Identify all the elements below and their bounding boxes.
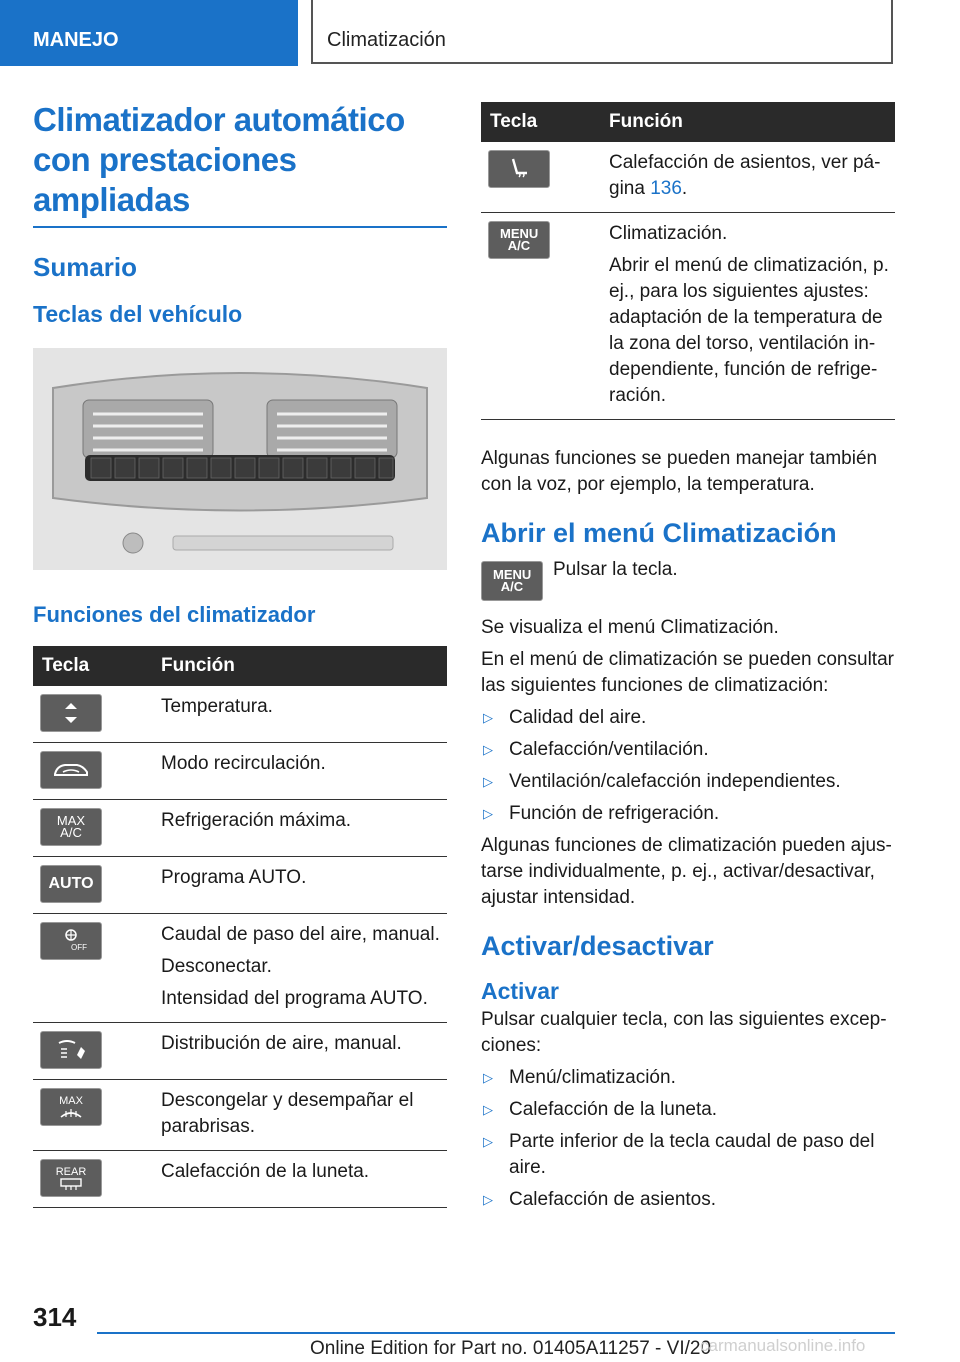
right-column xyxy=(481,102,895,1219)
control-panel-photo xyxy=(33,348,447,570)
col-header-key: Tecla xyxy=(481,102,609,142)
footer-rule xyxy=(97,1332,895,1334)
function-text: Programa AUTO. xyxy=(161,867,307,888)
chapter-label: Climatización xyxy=(327,29,446,51)
bullet-triangle-icon: ▷ xyxy=(483,774,493,789)
bullet-triangle-icon: ▷ xyxy=(483,1070,493,1085)
function-text-part: Calefacción de asientos, ver pá-gina xyxy=(609,152,881,199)
section-label: MANEJO xyxy=(33,29,119,51)
abrir-paragraph-3: Algunas funciones de climatización pueden ajus-tarse individualmente, p. ej., activar/desactivar, ajustar intensidad. xyxy=(481,835,892,908)
page-title: Climatizador automático con prestaciones ampliadas xyxy=(33,101,405,218)
function-text: Desconectar. xyxy=(161,956,272,977)
table-row xyxy=(33,914,447,1023)
abrir-heading: Abrir el menú Climatización xyxy=(481,518,837,548)
watermark: carmanualsonline.info xyxy=(700,1336,866,1355)
activar-desactivar-heading: Activar/desactivar xyxy=(481,931,714,961)
abrir-paragraph-2: En el menú de climatización se pueden consultar las siguientes funciones de climatización: xyxy=(481,649,894,696)
function-text-part: . xyxy=(681,178,688,199)
function-text: Temperatura. xyxy=(161,696,273,717)
abrir-list xyxy=(481,705,895,827)
list-item xyxy=(481,737,895,763)
bullet-triangle-icon: ▷ xyxy=(483,710,493,725)
list-item-text: Calidad del aire. xyxy=(509,707,647,728)
title-rule xyxy=(33,226,447,228)
table-row xyxy=(481,142,895,213)
table-row xyxy=(33,1151,447,1208)
air-distribution-icon xyxy=(40,1031,102,1069)
key-label: MENU A/C xyxy=(493,567,532,594)
abrir-key-row xyxy=(481,561,895,605)
activar-list xyxy=(481,1065,895,1213)
key-label: MENU A/C xyxy=(500,226,539,253)
press-key-text: Pulsar la tecla. xyxy=(553,559,678,580)
list-item-text: Parte inferior de la tecla caudal de paso del aire. xyxy=(509,1131,875,1178)
rear-defrost-icon xyxy=(40,1159,102,1197)
col-header-function: Función xyxy=(161,646,447,686)
list-item xyxy=(481,801,895,827)
activar-paragraph: Pulsar cualquier tecla, con las siguientes excep-ciones: xyxy=(481,1009,887,1056)
function-text: Intensidad del programa AUTO. xyxy=(161,988,428,1009)
col-header-key: Tecla xyxy=(33,646,161,686)
list-item xyxy=(481,705,895,731)
bullet-triangle-icon: ▷ xyxy=(483,806,493,821)
functions-table-left xyxy=(33,646,447,1208)
recirculation-car-icon xyxy=(40,751,102,789)
table-row xyxy=(33,686,447,743)
menu-ac-key-icon xyxy=(488,221,550,259)
list-item-text: Menú/climatización. xyxy=(509,1067,676,1088)
sumario-heading: Sumario xyxy=(33,252,138,282)
key-label: MAX A/C xyxy=(56,813,86,840)
section-tab xyxy=(0,0,298,66)
page-link-136[interactable]: 136 xyxy=(650,178,682,199)
activar-heading: Activar xyxy=(481,978,559,1004)
list-item xyxy=(481,1097,895,1123)
page-number: 314 xyxy=(33,1302,77,1332)
list-item xyxy=(481,1129,895,1181)
function-text: Caudal de paso del aire, manual. xyxy=(161,924,440,945)
list-item-text: Calefacción/ventilación. xyxy=(509,739,709,760)
list-item xyxy=(481,1065,895,1091)
key-label: OFF xyxy=(71,943,87,952)
abrir-paragraph-1: Se visualiza el menú Climatización. xyxy=(481,617,779,638)
bullet-triangle-icon: ▷ xyxy=(483,1192,493,1207)
list-item-text: Calefacción de la luneta. xyxy=(509,1099,718,1120)
key-label: REAR xyxy=(55,1166,87,1178)
teclas-heading: Teclas del vehículo xyxy=(33,301,243,327)
function-text: Abrir el menú de climatización, p. ej., para los siguientes ajustes: adaptación de la temperatura de la zona del torso, ventilación in-dependiente, función de refrige-ración. xyxy=(609,255,889,406)
function-text: Descongelar y desempañar el parabrisas. xyxy=(161,1090,414,1137)
max-defrost-icon xyxy=(40,1088,102,1126)
table-row xyxy=(33,1023,447,1080)
list-item-text: Función de refrigeración. xyxy=(509,803,720,824)
function-text: Refrigeración máxima. xyxy=(161,810,352,831)
function-text: Modo recirculación. xyxy=(161,753,326,774)
menu-ac-key-icon xyxy=(481,561,543,601)
function-text: Calefacción de la luneta. xyxy=(161,1161,370,1182)
functions-table-right xyxy=(481,102,895,420)
table-row xyxy=(33,743,447,800)
fan-off-icon xyxy=(40,922,102,960)
left-column xyxy=(33,100,447,1208)
list-item xyxy=(481,769,895,795)
footer-edition: Online Edition for Part no. 01405A11257 - VI/20 xyxy=(310,1338,712,1359)
col-header-function: Función xyxy=(609,102,895,142)
table-row xyxy=(481,213,895,420)
function-text xyxy=(609,150,895,202)
table-row xyxy=(33,1080,447,1151)
max-ac-key-icon xyxy=(40,808,102,846)
function-text: Climatización. xyxy=(609,223,728,244)
bullet-triangle-icon: ▷ xyxy=(483,1102,493,1117)
table-row xyxy=(33,857,447,914)
key-label: AUTO xyxy=(48,875,94,892)
functions-heading: Funciones del climatizador xyxy=(33,602,316,627)
temperature-arrows-icon xyxy=(40,694,102,732)
voice-note: Algunas funciones se pueden manejar también con la voz, por ejemplo, la temperatura. xyxy=(481,448,878,495)
list-item-text: Ventilación/calefacción independientes. xyxy=(509,771,841,792)
function-text: Distribución de aire, manual. xyxy=(161,1033,402,1054)
chapter-header xyxy=(311,0,893,64)
dashboard-illustration xyxy=(33,348,447,570)
list-item xyxy=(481,1187,895,1213)
seat-heating-icon xyxy=(488,150,550,188)
list-item-text: Calefacción de asientos. xyxy=(509,1189,717,1210)
key-label: MAX xyxy=(59,1095,83,1107)
bullet-triangle-icon: ▷ xyxy=(483,1134,493,1149)
bullet-triangle-icon: ▷ xyxy=(483,742,493,757)
table-row xyxy=(33,800,447,857)
auto-key-icon xyxy=(40,865,102,903)
